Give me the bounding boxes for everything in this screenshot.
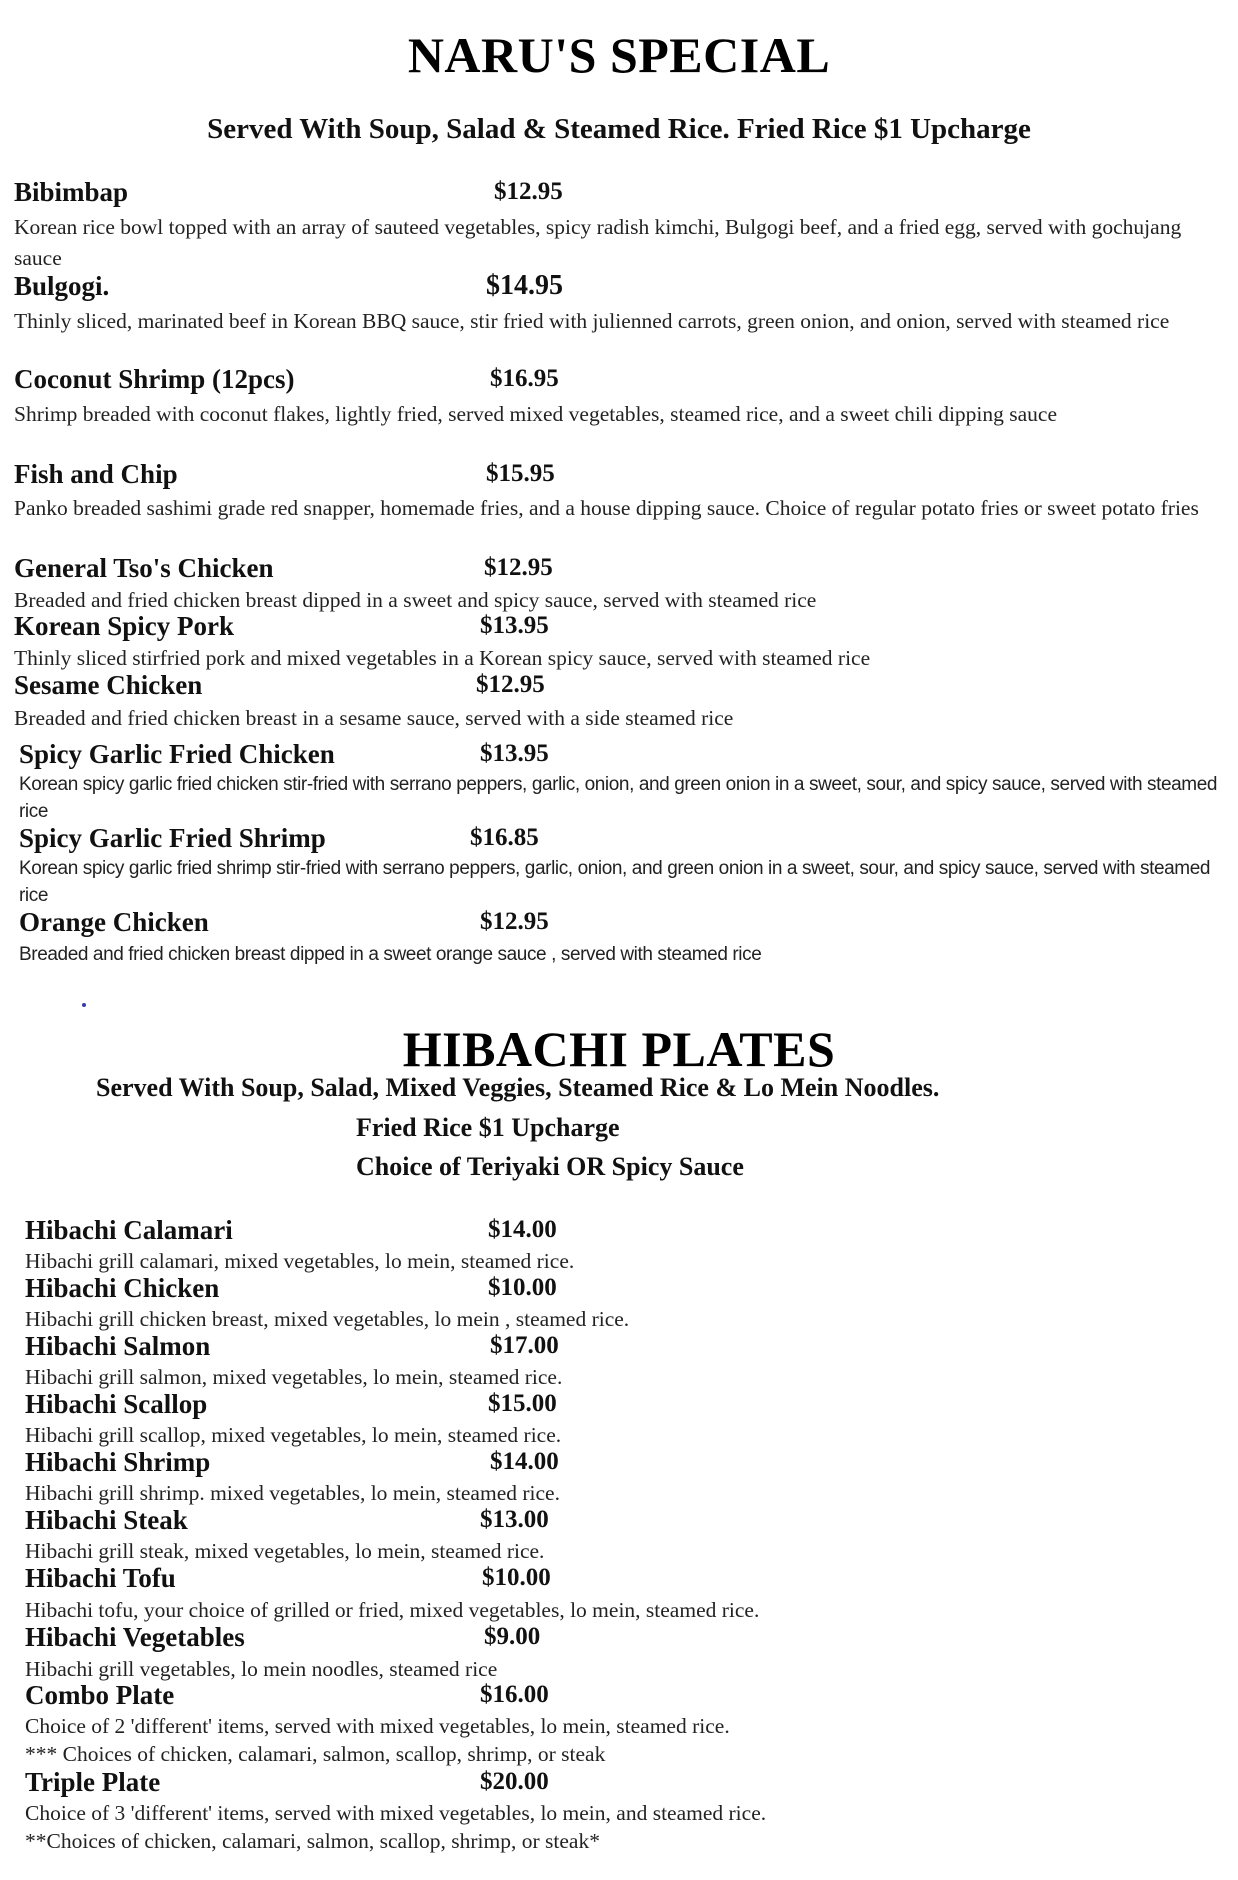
menu-item-name: Hibachi Scallop	[25, 1389, 208, 1419]
menu-item-price: $12.95	[476, 671, 545, 698]
hibachi-upcharge-note: Fried Rice $1 Upcharge	[356, 1113, 620, 1142]
menu-item-description: Hibachi grill calamari, mixed vegetables, lo mein, steamed rice.	[25, 1249, 575, 1273]
menu-item-description: Choice of 2 'different' items, served with mixed vegetables, lo mein, steamed rice.	[25, 1714, 730, 1738]
menu-item-description: Breaded and fried chicken breast dipped in a sweet orange sauce , served with steamed rice	[19, 944, 762, 965]
menu-item-price: $14.00	[488, 1216, 557, 1243]
menu-item-description: Panko breaded sashimi grade red snapper, homemade fries, and a house dipping sauce. Choice of regular potato fries or sweet potato fries	[14, 496, 1199, 520]
menu-item-price: $12.95	[494, 178, 563, 205]
menu-item-description: Hibachi grill scallop, mixed vegetables, lo mein, steamed rice.	[25, 1423, 562, 1447]
menu-item-price: $13.95	[480, 612, 549, 639]
menu-item-price: $9.00	[484, 1623, 541, 1650]
menu-item-name: Hibachi Calamari	[25, 1215, 233, 1245]
menu-item-description: Korean spicy garlic fried shrimp stir-fried with serrano peppers, garlic, onion, and green onion in a sweet, sour, and spicy sauce, served with steamed rice	[19, 858, 1211, 906]
menu-item-name: Hibachi Shrimp	[25, 1447, 211, 1477]
menu-item-price: $16.00	[480, 1681, 549, 1708]
menu-item-description: Hibachi grill vegetables, lo mein noodles, steamed rice	[25, 1657, 498, 1681]
menu-item-price: $13.95	[480, 740, 549, 767]
menu-item-description: Hibachi tofu, your choice of grilled or fried, mixed vegetables, lo mein, steamed rice.	[25, 1598, 760, 1622]
menu-item-price: $14.00	[490, 1448, 559, 1475]
menu-item-price: $14.95	[486, 270, 563, 301]
menu-item-name: Spicy Garlic Fried Chicken	[19, 739, 335, 769]
menu-item-price: $10.00	[488, 1274, 557, 1301]
menu-item-note: *** Choices of chicken, calamari, salmon, scallop, shrimp, or steak	[25, 1742, 606, 1766]
menu-item-description: Hibachi grill chicken breast, mixed vegetables, lo mein , steamed rice.	[25, 1307, 630, 1331]
menu-item-price: $15.95	[486, 460, 555, 487]
naru-special-title: NARU'S SPECIAL	[407, 27, 831, 83]
menu-item-name: Bulgogi.	[14, 271, 110, 301]
menu-item-description: Hibachi grill salmon, mixed vegetables, lo mein, steamed rice.	[25, 1365, 563, 1389]
menu-item-name: General Tso's Chicken	[14, 553, 274, 583]
menu-item-name: Coconut Shrimp (12pcs)	[14, 364, 295, 394]
menu-item-note: **Choices of chicken, calamari, salmon, scallop, shrimp, or steak*	[25, 1829, 600, 1853]
naru-special-subtitle: Served With Soup, Salad & Steamed Rice. Fried Rice $1 Upcharge	[207, 113, 1031, 145]
menu-item-price: $12.95	[484, 554, 553, 581]
menu-item-name: Triple Plate	[25, 1767, 161, 1797]
hibachi-sauce-note: Choice of Teriyaki OR Spicy Sauce	[356, 1152, 744, 1181]
menu-item-description: Thinly sliced, marinated beef in Korean BBQ sauce, stir fried with julienned carrots, green onion, and onion, served with steamed rice	[14, 309, 1170, 333]
menu-item-description: Korean rice bowl topped with an array of sauteed vegetables, spicy radish kimchi, Bulgogi beef, and a fried egg, served with gochujang sauce	[14, 215, 1182, 270]
menu-item-name: Hibachi Steak	[25, 1505, 188, 1535]
hibachi-plates-title: HIBACHI PLATES	[402, 1021, 836, 1077]
menu-item-name: Korean Spicy Pork	[14, 611, 235, 641]
menu-item-name: Bibimbap	[14, 177, 129, 207]
menu-item-name: Hibachi Tofu	[25, 1563, 176, 1593]
hibachi-subtitle: Served With Soup, Salad, Mixed Veggies, Steamed Rice & Lo Mein Noodles.	[96, 1073, 940, 1102]
menu-item-price: $20.00	[480, 1768, 549, 1795]
menu-item-price: $16.85	[470, 824, 539, 851]
menu-item-price: $12.95	[480, 908, 549, 935]
menu-item-price: $15.00	[488, 1390, 557, 1417]
menu-item-name: Fish and Chip	[14, 459, 178, 489]
menu-item-description: Hibachi grill steak, mixed vegetables, lo mein, steamed rice.	[25, 1539, 545, 1563]
menu-item-price: $10.00	[482, 1564, 551, 1591]
menu-item-name: Combo Plate	[25, 1680, 175, 1710]
menu-item-price: $13.00	[480, 1506, 549, 1533]
menu-item-description: Breaded and fried chicken breast in a sesame sauce, served with a side steamed rice	[14, 706, 734, 730]
menu-item-description: Breaded and fried chicken breast dipped in a sweet and spicy sauce, served with steamed rice	[14, 588, 817, 612]
menu-item-name: Hibachi Chicken	[25, 1273, 220, 1303]
menu-item-name: Orange Chicken	[19, 907, 209, 937]
menu-item-description: Shrimp breaded with coconut flakes, lightly fried, served mixed vegetables, steamed rice, and a sweet chili dipping sauce	[14, 402, 1058, 426]
menu-item-description: Thinly sliced stirfried pork and mixed vegetables in a Korean spicy sauce, served with steamed rice	[14, 646, 871, 670]
menu-item-price: $17.00	[490, 1332, 559, 1359]
menu-item-description: Choice of 3 'different' items, served with mixed vegetables, lo mein, and steamed rice.	[25, 1801, 767, 1825]
menu-item-description: Korean spicy garlic fried chicken stir-fried with serrano peppers, garlic, onion, and green onion in a sweet, sour, and spicy sauce, served with steamed rice	[19, 774, 1218, 822]
menu-item-name: Spicy Garlic Fried Shrimp	[19, 823, 326, 853]
menu-item-description: Hibachi grill shrimp. mixed vegetables, lo mein, steamed rice.	[25, 1481, 560, 1505]
menu-item-name: Hibachi Salmon	[25, 1331, 211, 1361]
decorative-dot	[82, 1003, 86, 1007]
menu-item-price: $16.95	[490, 365, 559, 392]
menu-item-name: Sesame Chicken	[14, 670, 203, 700]
menu-item-name: Hibachi Vegetables	[25, 1622, 245, 1652]
